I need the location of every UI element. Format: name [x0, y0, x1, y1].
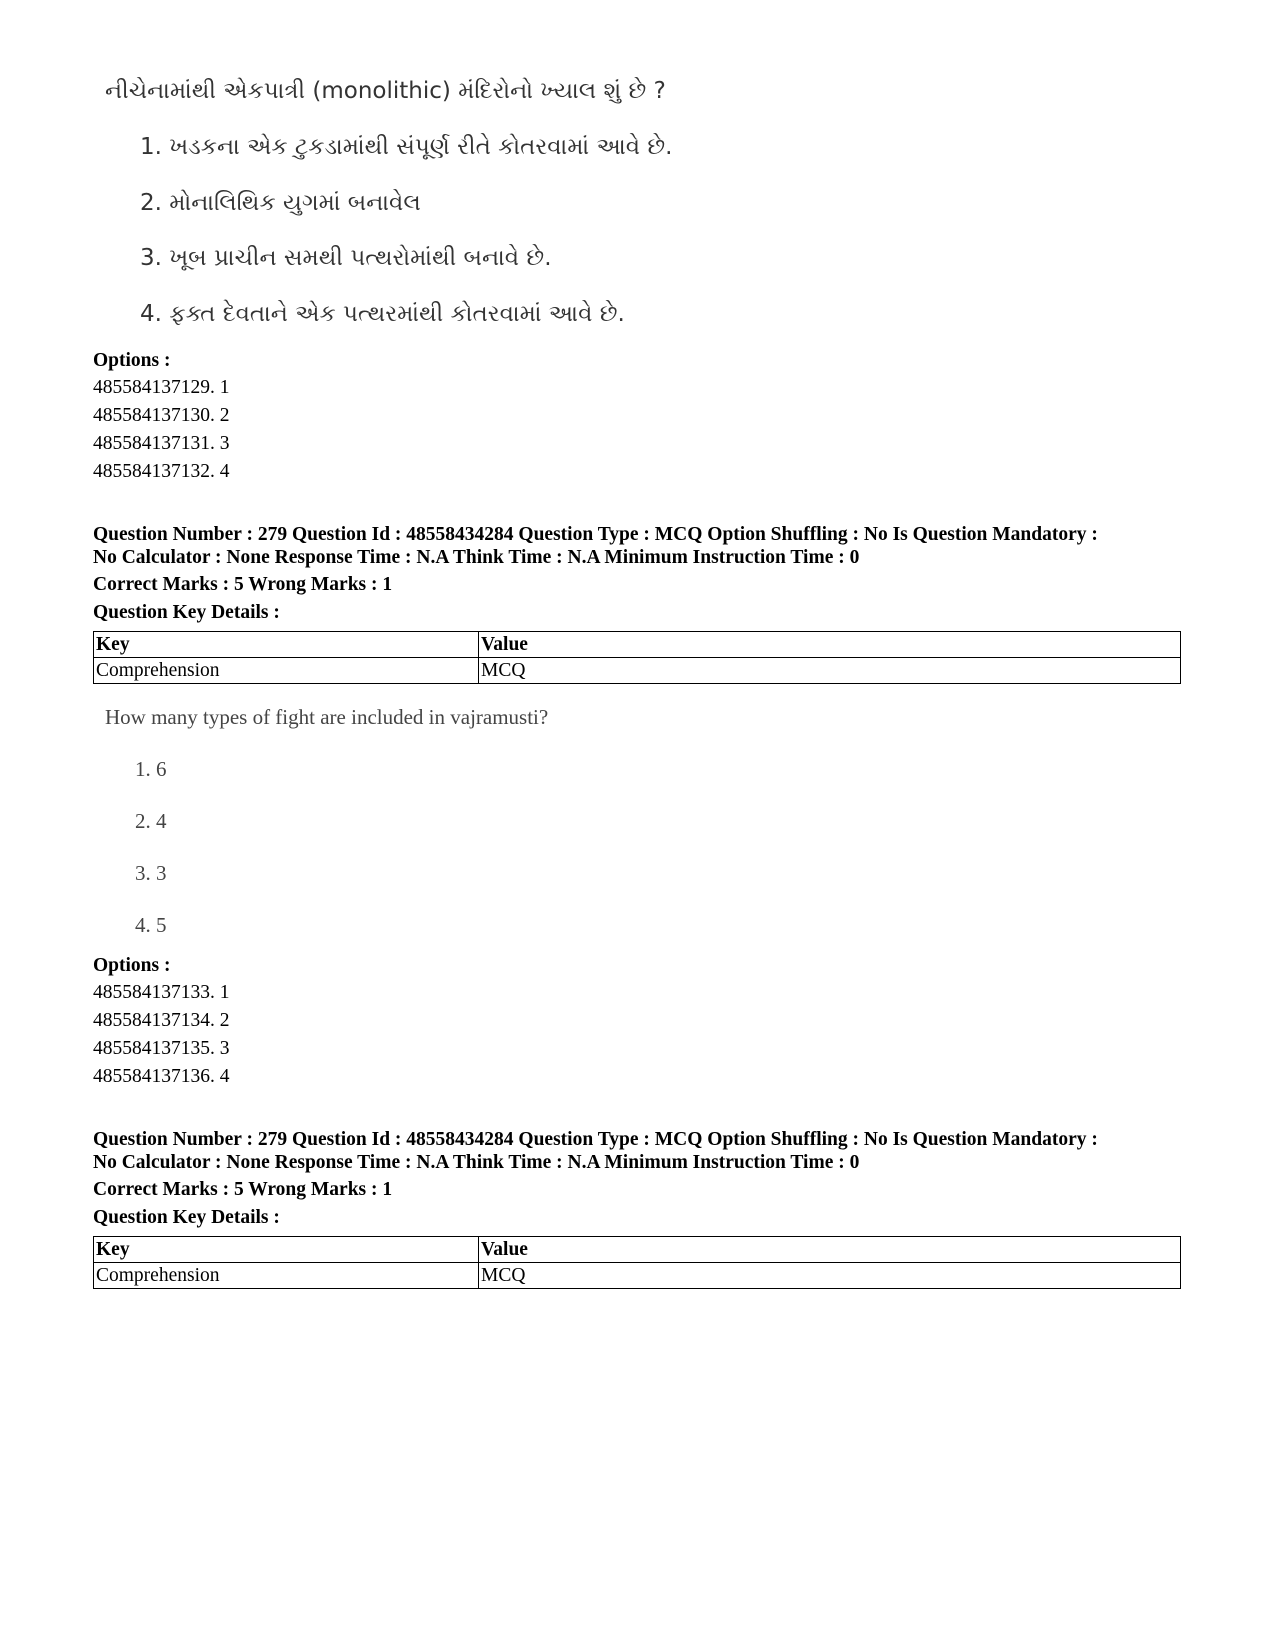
key-cell: Comprehension	[94, 1263, 479, 1289]
key-cell: Comprehension	[94, 658, 479, 684]
question-2-choice-4: 4. 5	[135, 913, 167, 937]
table-row	[94, 658, 1181, 684]
question-2-choice-1: 1. 6	[135, 757, 167, 781]
value-cell: MCQ	[479, 1263, 1181, 1289]
table-header-row	[94, 1237, 1181, 1263]
question-2-stem: How many types of fight are included in vajramusti?	[105, 705, 549, 729]
key-details-label: Question Key Details :	[93, 602, 280, 623]
key-header: Key	[94, 1237, 479, 1263]
option-id: 485584137133. 1	[93, 982, 230, 1003]
option-id: 485584137129. 1	[93, 377, 230, 398]
options-label: Options :	[93, 350, 171, 371]
option-id: 485584137130. 2	[93, 405, 230, 426]
option-id: 485584137135. 3	[93, 1038, 230, 1059]
key-details-table	[93, 1236, 1181, 1289]
option-id: 485584137136. 4	[93, 1066, 230, 1087]
question-1-choice-4: 4. ફક્ત દેવતાને એક પત્થરમાંથી કોતરવામાં આવે છે.	[140, 301, 625, 327]
key-details-table	[93, 631, 1181, 684]
question-meta: Question Number : 279 Question Id : 48558434284 Question Type : MCQ Option Shuffling : No Is Question Mandatory :	[93, 524, 1098, 545]
question-1-choice-2: 2. મોનાલિથિક યુગમાં બનાવેલ	[140, 190, 421, 216]
option-id: 485584137134. 2	[93, 1010, 230, 1031]
value-header: Value	[479, 632, 1181, 658]
question-1-choice-3: 3. ખૂબ પ્રાચીન સમથી પત્થરોમાંથી બનાવે છે.	[140, 245, 552, 271]
question-meta: No Calculator : None Response Time : N.A Think Time : N.A Minimum Instruction Time : 0	[93, 1152, 860, 1173]
value-header: Value	[479, 1237, 1181, 1263]
option-id: 485584137131. 3	[93, 433, 230, 454]
key-header: Key	[94, 632, 479, 658]
question-1-stem: નીચેનામાંથી એકપાત્રી (monolithic) મંદિરોનો ખ્યાલ શું છે ?	[105, 78, 666, 104]
table-header-row	[94, 632, 1181, 658]
marks-line: Correct Marks : 5 Wrong Marks : 1	[93, 1179, 393, 1200]
table-row	[94, 1263, 1181, 1289]
option-id: 485584137132. 4	[93, 461, 230, 482]
marks-line: Correct Marks : 5 Wrong Marks : 1	[93, 574, 393, 595]
question-2-choice-2: 2. 4	[135, 809, 167, 833]
key-details-label: Question Key Details :	[93, 1207, 280, 1228]
options-label: Options :	[93, 955, 171, 976]
question-meta: Question Number : 279 Question Id : 48558434284 Question Type : MCQ Option Shuffling : No Is Question Mandatory :	[93, 1129, 1098, 1150]
question-2-choice-3: 3. 3	[135, 861, 167, 885]
question-meta: No Calculator : None Response Time : N.A Think Time : N.A Minimum Instruction Time : 0	[93, 547, 860, 568]
question-1-choice-1: 1. ખડકના એક ટુકડામાંથી સંપૂર્ણ રીતે કોતરવામાં આવે છે.	[140, 134, 673, 160]
value-cell: MCQ	[479, 658, 1181, 684]
